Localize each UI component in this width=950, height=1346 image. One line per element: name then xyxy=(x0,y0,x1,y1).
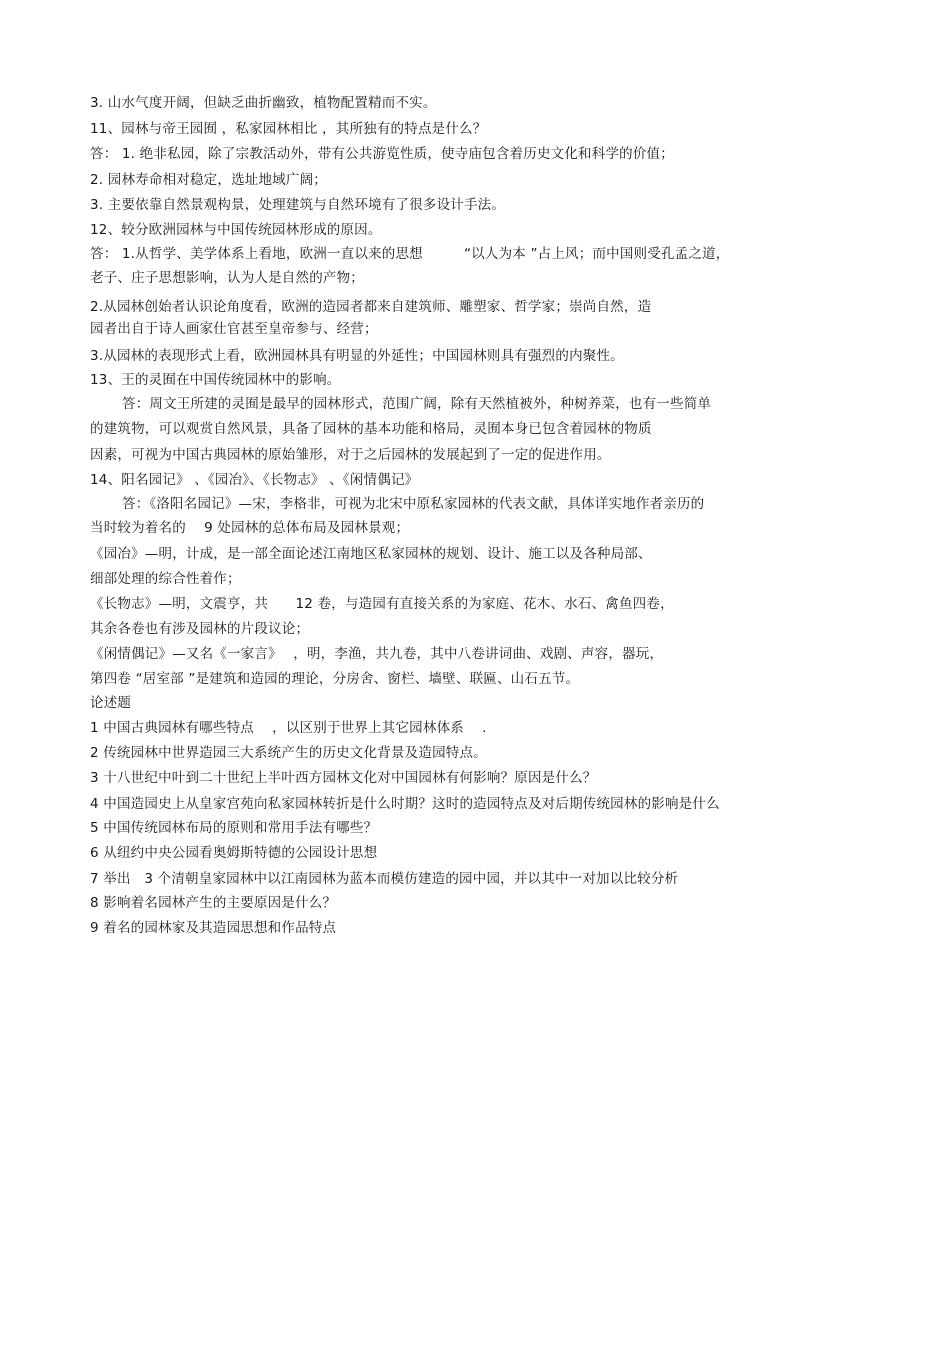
text-line: 3.从园林的表现形式上看，欧洲园林具有明显的外延性；中国园林则具有强烈的内聚性。 xyxy=(90,348,624,364)
text-line: 《闲情偶记》—又名《一家言》 ，明，李渔，共九卷，其中八卷讲词曲、戏剧、声容，器玩， xyxy=(90,646,664,662)
text-line: 2.从园林创始者认识论角度看，欧洲的造园者都来自建筑师、雕塑家、哲学家；崇尚自然，造 xyxy=(90,299,652,315)
text-line: 《园冶》—明，计成，是一部全面论述江南地区私家园林的规划、设计、施工以及各种局部、 xyxy=(90,546,652,562)
text-line: 第四卷 “居室部 ”是建筑和造园的理论，分房舍、窗栏、墙壁、联匾、山石五节。 xyxy=(90,671,580,687)
question-12: 12、较分欧洲园林与中国传统园林形成的原因。 xyxy=(90,222,382,238)
section-heading: 论述题 xyxy=(90,695,132,711)
text-line: 答： 1.从哲学、美学体系上看地，欧洲一直以来的思想 “以人为本 ”占上风；而中国则受孔孟之道， xyxy=(90,246,730,262)
essay-question: 2 传统园林中世界造园三大系统产生的历史文化背景及造园特点。 xyxy=(90,745,487,761)
essay-question: 1 中国古典园林有哪些特点 ，以区别于世界上其它园林体系 . xyxy=(90,720,487,736)
text-line: 老子、庄子思想影响，认为人是自然的产物； xyxy=(90,270,364,286)
text-line: 因素，可视为中国古典园林的原始雏形，对于之后园林的发展起到了一定的促进作用。 xyxy=(90,447,611,463)
text-line: 3. 主要依靠自然景观构景，处理建筑与自然环境有了很多设计手法。 xyxy=(90,197,506,213)
text-line: 细部处理的综合性着作； xyxy=(90,571,241,587)
text-line: 答： 1. 绝非私园，除了宗教活动外，带有公共游览性质，使寺庙包含着历史文化和科学的价值； xyxy=(90,146,674,162)
question-13: 13、王的灵囿在中国传统园林中的影响。 xyxy=(90,372,341,388)
text-line: 答：周文王所建的灵囿是最早的园林形式，范围广阔，除有天然植被外，种树养菜，也有一些简单 xyxy=(122,396,712,412)
text-line: 其余各卷也有涉及园林的片段议论； xyxy=(90,621,310,637)
essay-question: 7 举出 3 个清朝皇家园林中以江南园林为蓝本而模仿建造的园中园，并以其中一对加以比较分析 xyxy=(90,871,679,887)
text-line: 2. 园林寿命相对稳定，选址地域广阔； xyxy=(90,172,327,188)
text-line: 当时较为着名的 9 处园林的总体布局及园林景观； xyxy=(90,520,410,536)
essay-question: 4 中国造园史上从皇家宫苑向私家园林转折是什么时期？这时的造园特点及对后期传统园林的影响是什么 xyxy=(90,796,720,812)
essay-question: 6 从纽约中央公园看奥姆斯特德的公园设计思想 xyxy=(90,845,378,861)
text-line: 园者出自于诗人画家仕官甚至皇帝参与、经营； xyxy=(90,321,378,337)
essay-question: 3 十八世纪中叶到二十世纪上半叶西方园林文化对中国园林有何影响？原因是什么？ xyxy=(90,770,597,786)
text-line: 《长物志》—明，文震亨，共 12 卷，与造园有直接关系的为家庭、花木、水石、禽鱼四卷， xyxy=(90,596,674,612)
question-11: 11、园林与帝王园囿 ，私家园林相比 ，其所独有的特点是什么？ xyxy=(90,121,487,137)
question-14: 14、阳名园记》 、《园冶》、《长物志》 、《闲情偶记》 xyxy=(90,472,419,488)
essay-question: 8 影响着名园林产生的主要原因是什么？ xyxy=(90,895,337,911)
text-line: 3. 山水气度开阔，但缺乏曲折幽致，植物配置精而不实。 xyxy=(90,95,437,111)
essay-question: 5 中国传统园林布局的原则和常用手法有哪些？ xyxy=(90,820,378,836)
essay-question: 9 着名的园林家及其造园思想和作品特点 xyxy=(90,920,337,936)
text-line: 的建筑物，可以观赏自然风景，具备了园林的基本功能和格局，灵囿本身已包含着园林的物质 xyxy=(90,421,652,437)
text-line: 答：《洛阳名园记》—宋，李格非，可视为北宋中原私家园林的代表文献，具体详实地作者亲历的 xyxy=(122,496,705,512)
